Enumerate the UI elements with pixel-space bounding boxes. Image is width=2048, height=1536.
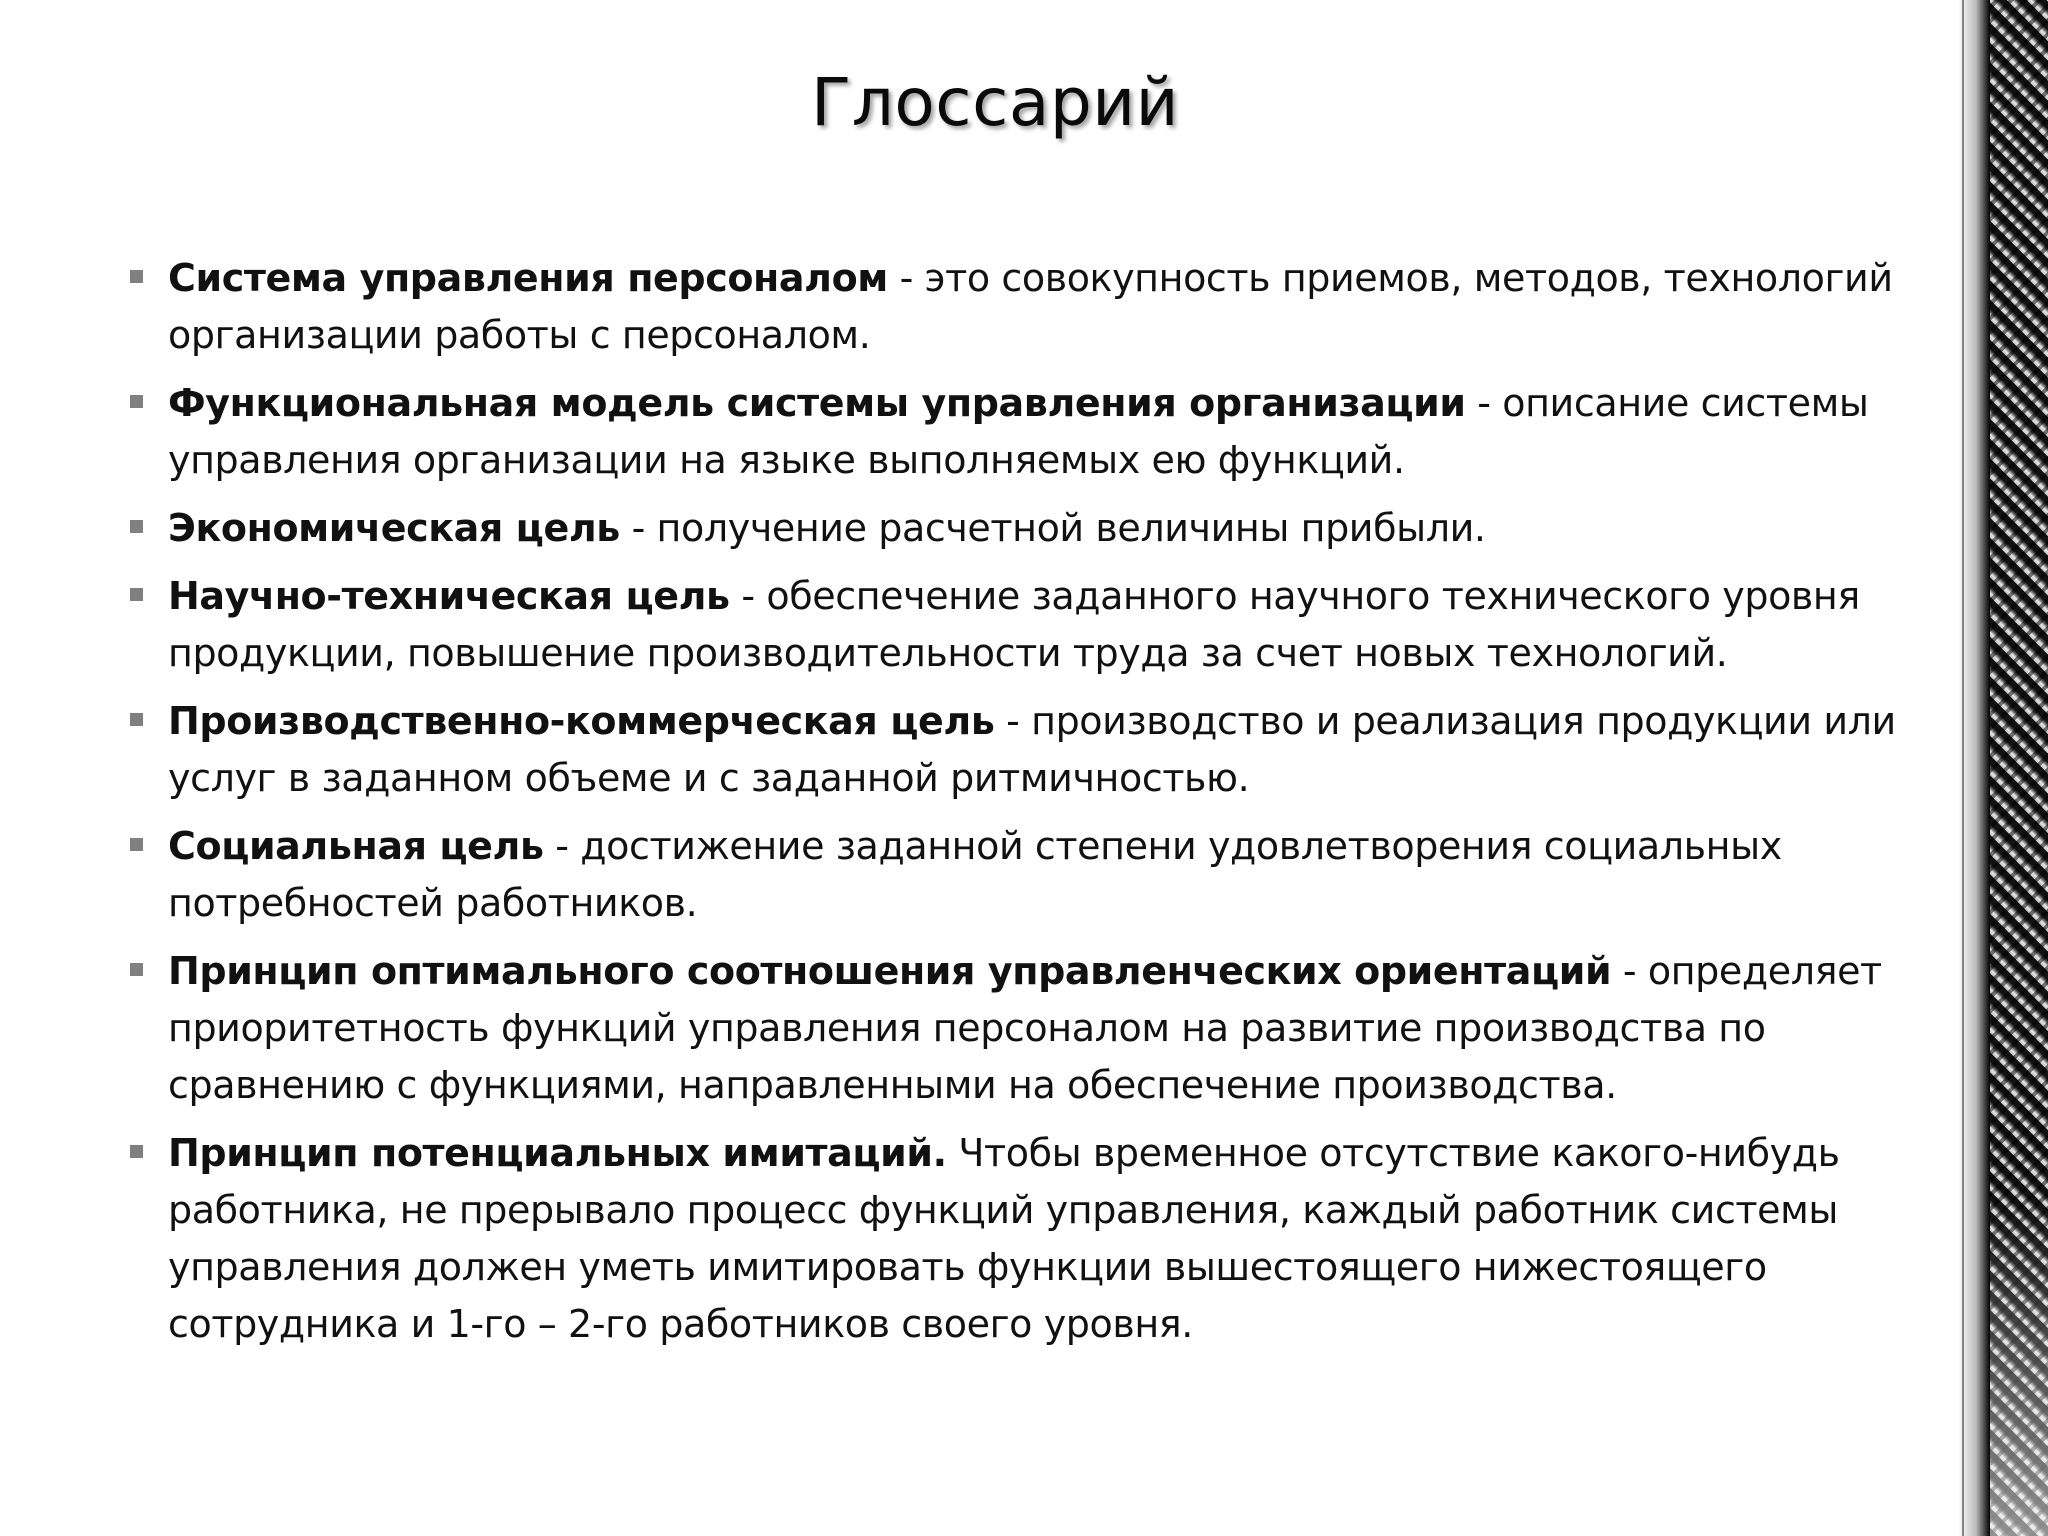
decorative-edge-shadow [1958, 0, 1990, 1536]
glossary-entry [128, 693, 1908, 807]
glossary-entry [128, 500, 1908, 557]
square-bullet-icon [130, 1145, 143, 1158]
glossary-entry [128, 943, 1908, 1114]
square-bullet-icon [130, 520, 143, 533]
slide-title: Глоссарий [810, 64, 1179, 141]
entry-term: Функциональная модель системы управления организации [168, 381, 1466, 425]
entry-term: Экономическая цель [168, 506, 620, 550]
entry-definition: - производство и реализация продукции или услуг в заданном объеме и с заданной ритмичностью. [168, 699, 1896, 800]
square-bullet-icon [130, 963, 143, 976]
entry-term: Производственно-коммерческая цель [168, 699, 995, 743]
entry-definition: - обеспечение заданного научного технического уровня продукции, повышение производительности труда за счет новых технологий. [168, 574, 1860, 675]
entry-definition: - получение расчетной величины прибыли. [619, 506, 1486, 550]
entry-definition: - достижение заданной степени удовлетворения социальных потребностей работников. [168, 824, 1782, 925]
entry-definition: - это совокупность приемов, методов, технологий организации работы с персоналом. [168, 256, 1893, 357]
glossary-entry [128, 1125, 1908, 1353]
glossary-entry [128, 375, 1908, 489]
entry-term: Принцип потенциальных имитаций. [168, 1131, 947, 1175]
glossary-entry [128, 818, 1908, 932]
entry-definition: - описание системы управления организации на языке выполняемых ею функций. [168, 381, 1869, 482]
decorative-pattern-band [1990, 0, 2048, 1536]
entry-term: Социальная цель [168, 824, 544, 868]
entry-term: Система управления персоналом [168, 256, 888, 300]
glossary-entry [128, 250, 1908, 364]
square-bullet-icon [130, 395, 143, 408]
glossary-entry [128, 568, 1908, 682]
entry-definition: - определяет приоритетность функций управления персоналом на развитие производства по сравнению с функциями, направленными на обеспечение производства. [168, 949, 1882, 1107]
entry-term: Принцип оптимального соотношения управленческих ориентаций [168, 949, 1612, 993]
square-bullet-icon [130, 838, 143, 851]
square-bullet-icon [130, 588, 143, 601]
glossary-list [128, 250, 1908, 1364]
square-bullet-icon [130, 713, 143, 726]
entry-term: Научно-техническая цель [168, 574, 730, 618]
entry-definition: Чтобы временное отсутствие какого-нибудь работника, не прерывало процесс функций управления, каждый работник системы управления должен уметь имитировать функции вышестоящего нижестоящего сотрудника и 1-го – 2-го работников своего уровня. [168, 1131, 1840, 1346]
square-bullet-icon [130, 270, 143, 283]
